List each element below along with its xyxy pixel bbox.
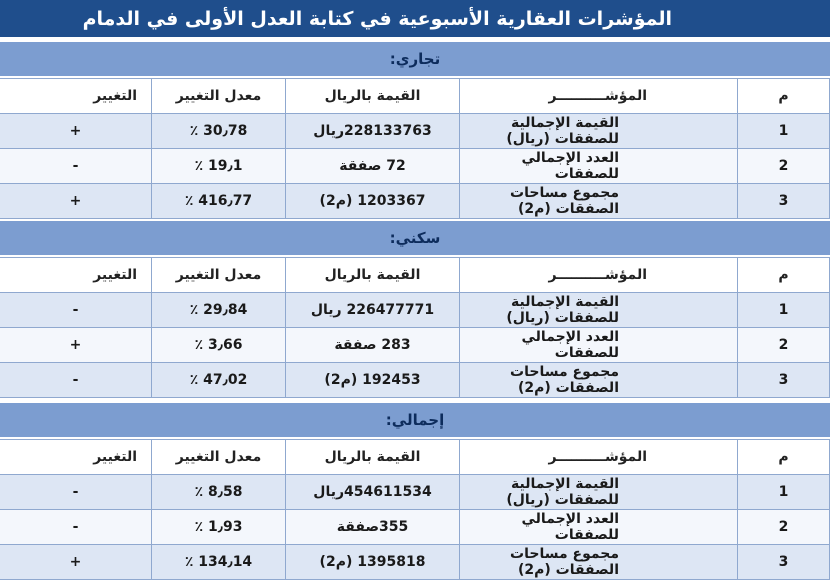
- indicators-table: [0, 257, 830, 398]
- header-m: م: [738, 440, 830, 475]
- row-rate: 29٫84 ٪: [152, 293, 286, 328]
- table-row: [0, 114, 830, 149]
- row-indicator: مجموع مساحات الصفقات (م2): [460, 363, 738, 398]
- row-number: 2: [738, 510, 830, 545]
- table-row: [0, 363, 830, 398]
- section-commercial: [0, 42, 830, 219]
- row-indicator: القيمة الإجمالية للصفقات (ريال): [460, 293, 738, 328]
- table-row: [0, 184, 830, 219]
- header-m: م: [738, 79, 830, 114]
- row-number: 1: [738, 114, 830, 149]
- row-value: 1395818 (م2): [286, 545, 460, 580]
- row-number: 3: [738, 545, 830, 580]
- header-value: القيمة بالريال: [286, 258, 460, 293]
- header-rate: معدل التغيير: [152, 258, 286, 293]
- row-number: 3: [738, 184, 830, 219]
- table-row: [0, 475, 830, 510]
- row-value: 192453 (م2): [286, 363, 460, 398]
- row-number: 2: [738, 149, 830, 184]
- row-indicator: القيمة الإجمالية للصفقات (ريال): [460, 475, 738, 510]
- row-rate: 416٫77 ٪: [152, 184, 286, 219]
- row-number: 1: [738, 293, 830, 328]
- row-value: 355صفقة: [286, 510, 460, 545]
- row-change: +: [0, 328, 152, 363]
- section-label: سكني:: [0, 221, 830, 257]
- row-change: +: [0, 114, 152, 149]
- table-row: [0, 293, 830, 328]
- row-value: 226477771 ريال: [286, 293, 460, 328]
- header-m: م: [738, 258, 830, 293]
- row-value: 72 صفقة: [286, 149, 460, 184]
- row-indicator: مجموع مساحات الصفقات (م2): [460, 184, 738, 219]
- row-rate: 3٫66 ٪: [152, 328, 286, 363]
- row-indicator: العدد الإجمالي للصفقات: [460, 328, 738, 363]
- section-total: [0, 403, 830, 580]
- header-indicator: المؤشــــــــــر: [460, 258, 738, 293]
- section-label: تجاري:: [0, 42, 830, 78]
- row-number: 3: [738, 363, 830, 398]
- indicators-table: [0, 78, 830, 219]
- indicators-table: [0, 439, 830, 580]
- row-value: 454611534ريال: [286, 475, 460, 510]
- header-indicator: المؤشــــــــــر: [460, 440, 738, 475]
- table-row: [0, 149, 830, 184]
- row-rate: 1٫93 ٪: [152, 510, 286, 545]
- table-header-row: [0, 440, 830, 475]
- row-change: +: [0, 545, 152, 580]
- section-label: إجمالي:: [0, 403, 830, 439]
- row-number: 1: [738, 475, 830, 510]
- row-indicator: العدد الإجمالي للصفقات: [460, 510, 738, 545]
- row-indicator: مجموع مساحات الصفقات (م2): [460, 545, 738, 580]
- row-rate: 8٫58 ٪: [152, 475, 286, 510]
- row-rate: 47٫02 ٪: [152, 363, 286, 398]
- row-number: 2: [738, 328, 830, 363]
- table-row: [0, 545, 830, 580]
- row-change: +: [0, 184, 152, 219]
- header-change: التغيير: [0, 258, 152, 293]
- row-indicator: العدد الإجمالي للصفقات: [460, 149, 738, 184]
- header-rate: معدل التغيير: [152, 440, 286, 475]
- table-header-row: [0, 258, 830, 293]
- page-title: المؤشرات العقارية الأسبوعية في كتابة العدل الأولى في الدمام: [0, 0, 830, 40]
- row-change: -: [0, 149, 152, 184]
- row-rate: 134٫14 ٪: [152, 545, 286, 580]
- section-residential: [0, 221, 830, 398]
- header-change: التغيير: [0, 79, 152, 114]
- row-value: 228133763ريال: [286, 114, 460, 149]
- row-indicator: القيمة الإجمالية للصفقات (ريال): [460, 114, 738, 149]
- header-value: القيمة بالريال: [286, 440, 460, 475]
- header-value: القيمة بالريال: [286, 79, 460, 114]
- table-row: [0, 510, 830, 545]
- row-change: -: [0, 510, 152, 545]
- header-indicator: المؤشــــــــــر: [460, 79, 738, 114]
- row-rate: 30٫78 ٪: [152, 114, 286, 149]
- table-row: [0, 328, 830, 363]
- row-change: -: [0, 293, 152, 328]
- row-change: -: [0, 363, 152, 398]
- row-change: -: [0, 475, 152, 510]
- header-rate: معدل التغيير: [152, 79, 286, 114]
- row-value: 1203367 (م2): [286, 184, 460, 219]
- row-rate: 19٫1 ٪: [152, 149, 286, 184]
- row-value: 283 صفقة: [286, 328, 460, 363]
- header-change: التغيير: [0, 440, 152, 475]
- table-header-row: [0, 79, 830, 114]
